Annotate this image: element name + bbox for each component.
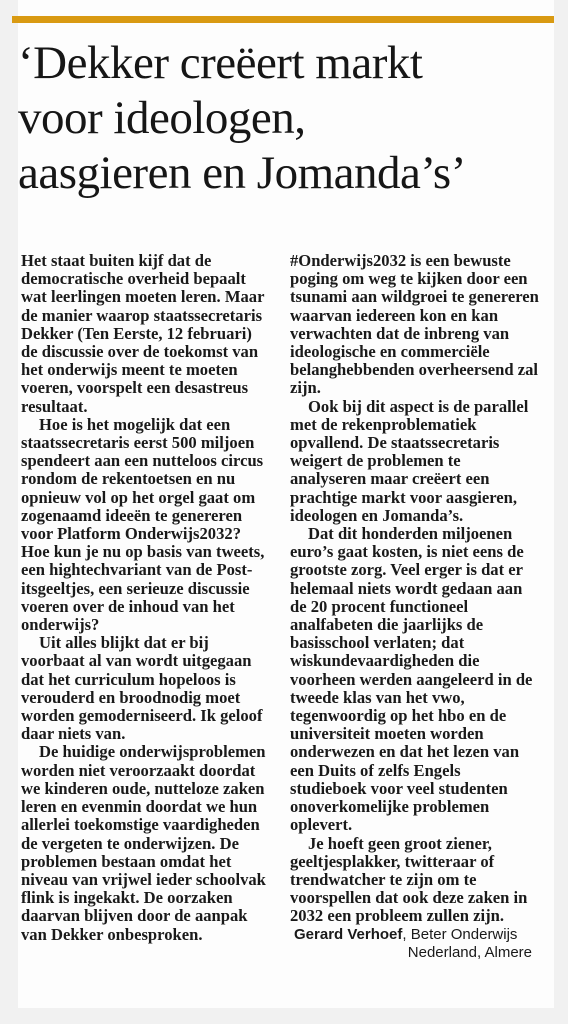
paragraph: Uit alles blijkt dat er bij voorbaat al van wordt uitgegaan dat het curriculum hopeloos is verouderd en broodnodig moet worden gemoderniseerd. Ik geloof daar niets van. xyxy=(21,633,263,744)
paragraph: Dat dit honderden miljoenen euro’s gaat kosten, is niet eens de grootste zorg. Veel erger is dat er helemaal niets wordt gedaan aan de 20 procent functioneel analfabeten die jaarlijks de basisschool verlaten; dat wiskundevaardigheden die voorheen werden aangeleerd in de tweede klas van het vwo, tegenwoordig op het hbo en de universiteit moeten worden onderwezen en dat het lezen van een Duits of zelfs Engels studieboek voor veel studenten onoverkomelijke problemen oplevert. xyxy=(290,524,533,835)
byline-line-1 xyxy=(290,926,540,944)
paragraph: Het staat buiten kijf dat de democratische overheid bepaalt wat leerlingen moeten leren. Maar de manier waarop staatssecretaris Dekker (Ten Eerste, 12 februari) de discussie over de toekomst van het onderwijs meent te moeten voeren, voorspelt een desastreus resultaat. xyxy=(21,251,265,416)
byline xyxy=(290,926,540,963)
byline-author: Gerard Verhoef xyxy=(294,925,403,943)
byline-affiliation-b: Nederland, Almere xyxy=(407,943,532,961)
article-column-right xyxy=(290,252,540,962)
article-headline xyxy=(18,36,548,201)
paragraph: #Onderwijs2032 is een bewuste poging om weg te kijken door een tsunami aan wildgroei te genereren waarvan iedereen kon en kan verwachten dat de inbreng van ideologische en commerciële belanghebbenden overheersend zal zijn. xyxy=(290,251,539,398)
paragraph: Hoe is het mogelijk dat een staatssecretaris eerst 500 miljoen spendeert aan een nutteloos circus rondom de rekentoetsen en nu opnieuw vol op het orgel gaat om zogenaamd ideeën te genereren voor Platform Onderwijs2032? Hoe kun je nu op basis van tweets, een hightechvariant van de Post-itsgeeltjes, een serieuze discussie voeren over de inhoud van het onderwijs? xyxy=(21,414,265,635)
paragraph: Je hoeft geen groot ziener, geeltjesplakker, twitteraar of trendwatcher te zijn om te voorspellen dat ook deze zaken in 2032 een probleem zullen zijn. xyxy=(290,833,528,926)
byline-affiliation-a: , Beter Onderwijs xyxy=(402,925,518,943)
headline-line-1: ‘Dekker creëert markt xyxy=(18,37,423,89)
headline-line-3: aasgieren en Jomanda’s’ xyxy=(18,147,466,199)
article-column-left xyxy=(21,252,271,944)
paragraph: Ook bij dit aspect is de parallel met de rekenproblematiek opvallend. De staatssecretaris weigert de problemen te analyseren maar creëert een prachtige markt voor aasgieren, ideologen en Jomanda’s. xyxy=(290,396,529,525)
headline-line-2: voor ideologen, xyxy=(18,92,306,144)
paragraph: De huidige onderwijsproblemen worden niet veroorzaakt doordat we kinderen oude, nutteloze zaken leren en evenmin doordat we hun allerlei toekomstige vaardigheden de vergeten te onderwijzen. De problemen bestaan omdat het niveau van vrijwel ieder schoolvak flink is ingekakt. De oorzaken daarvan blijven door de aanpak van Dekker onbesproken. xyxy=(21,742,266,944)
section-accent-bar xyxy=(12,16,554,23)
